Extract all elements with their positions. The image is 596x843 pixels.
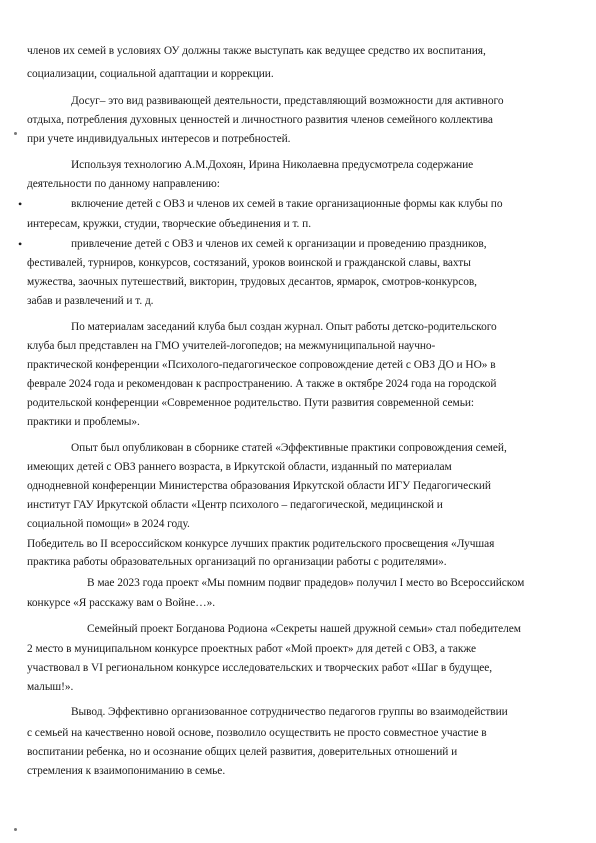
text-line: По материалам заседаний клуба был создан журнал. Опыт работы детско-родительского [71,321,497,333]
text-line: при учете индивидуальных интересов и потребностей. [27,133,291,145]
text-line: практической конференции «Психолого-педагогическое сопровождение детей с ОВЗ ДО и НО» в [27,359,496,371]
text-line: Вывод. Эффективно организованное сотрудничество педагогов группы во взаимодействии [71,706,508,718]
text-line: родительской конференции «Современное родительство. Пути развития современной семьи: [27,397,474,409]
text-line: Семейный проект Богданова Родиона «Секреты нашей дружной семьи» стал победителем [87,623,521,635]
text-line: интересам, кружки, студии, творческие объединения и т. п. [27,218,311,230]
scan-speck [14,132,17,135]
text-line: привлечение детей с ОВЗ и членов их семей к организации и проведению праздников, [71,238,487,250]
text-line: однодневной конференции Министерства образования Иркутской области ИГУ Педагогический [27,480,491,492]
text-line: стремления к взаимопониманию в семье. [27,765,226,777]
text-line: клуба был представлен на ГМО учителей-логопедов; на межмуниципальной научно- [27,340,436,352]
text-line: Победитель во II всероссийском конкурсе лучших практик родительского просвещения «Лучшая [27,538,495,550]
text-line: участвовал в VI региональном конкурсе исследовательских и творческих работ «Шаг в будущее, [27,662,493,674]
text-line: членов их семей в условиях ОУ должны также выступать как ведущее средство их воспитания, [27,45,486,57]
text-line: практики и проблемы». [27,416,140,428]
list-bullet: • [18,237,23,251]
text-line: В мае 2023 года проект «Мы помним подвиг прадедов» получил I место во Всероссийском [87,577,525,589]
text-line: социальной помощи» в 2024 году. [27,518,190,530]
text-line: 2 место в муниципальном конкурсе проектных работ «Мой проект» для детей с ОВЗ, а также [27,643,477,655]
text-line: воспитании ребенка, но и осознание общих целей развития, доверительных отношений и [27,746,458,758]
text-line: забав и развлечений и т. д. [27,295,154,307]
list-bullet: • [18,197,23,211]
text-line: мужества, заочных путешествий, викторин, трудовых десантов, ярмарок, смотров-конкурсов, [27,276,477,288]
text-line: практика работы образовательных организаций по организации работы с родителями». [27,556,447,568]
text-line: конкурсе «Я расскажу вам о Войне…». [27,597,216,609]
text-line: малыш!». [27,681,74,693]
text-line: деятельности по данному направлению: [27,178,220,190]
text-line: феврале 2024 года и рекомендован к распространению. А также в октябре 2024 года на городской [27,378,497,390]
text-line: Используя технологию А.М.Дохоян, Ирина Николаевна предусмотрела содержание [71,159,474,171]
text-line: институт ГАУ Иркутской области «Центр психолого – педагогической, медицинской и [27,499,443,511]
text-line: фестивалей, турниров, конкурсов, состязаний, уроков воинской и гражданской славы, вахты [27,257,471,269]
text-line: с семьей на качественно новой основе, позволило осуществить не просто совместное участие в [27,727,487,739]
text-line: включение детей с ОВЗ и членов их семей в такие организационные формы как клубы по [71,198,503,210]
text-line: социализации, социальной адаптации и коррекции. [27,68,274,80]
text-line: имеющих детей с ОВЗ раннего возраста, в Иркутской области, изданный по материалам [27,461,452,473]
text-line: отдыха, потребления духовных ценностей и личностного развития членов семейного коллектива [27,114,493,126]
text-line: Досуг– это вид развивающей деятельности, представляющий возможности для активного [71,95,504,107]
scan-speck [14,828,17,831]
text-line: Опыт был опубликован в сборнике статей «Эффективные практики сопровождения семей, [71,442,507,454]
